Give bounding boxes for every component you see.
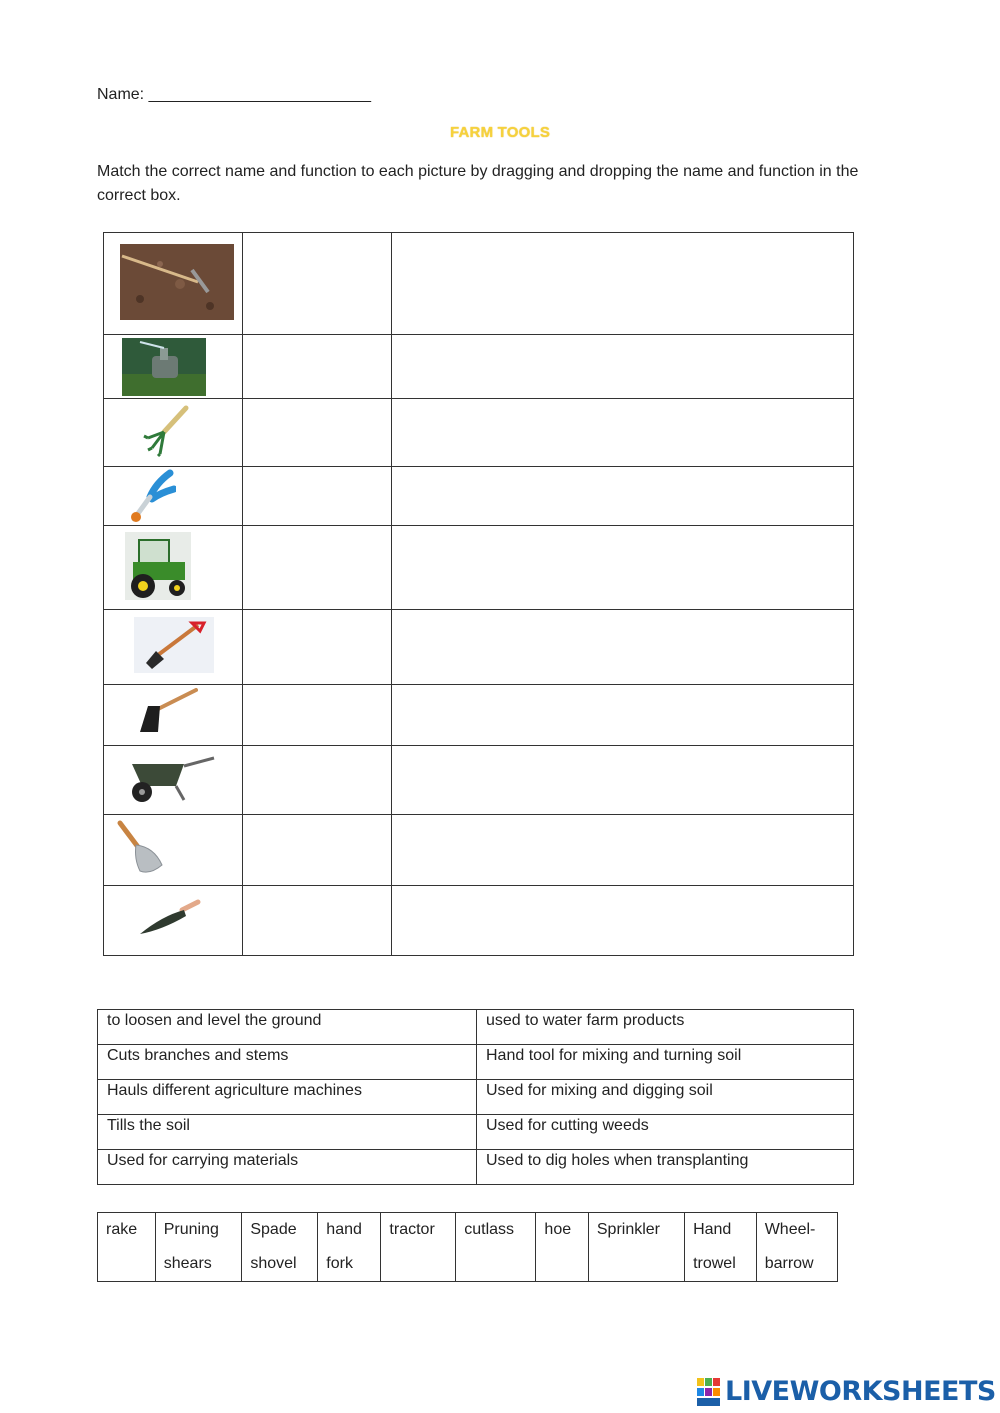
name-field-label: Name: _________________________ (97, 86, 372, 103)
table-row (98, 1115, 854, 1150)
picture-cell (104, 815, 243, 886)
table-row (104, 886, 854, 956)
word-option-sprinkler[interactable]: Sprinkler (588, 1213, 684, 1282)
function-option[interactable]: Tills the soil (98, 1115, 477, 1150)
function-option[interactable]: Used to dig holes when transplanting (477, 1150, 854, 1185)
rake-icon (120, 244, 234, 320)
table-row (104, 335, 854, 399)
instructions: Match the correct name and function to each picture by dragging and dropping the name and function in the correct box. (97, 163, 859, 204)
liveworksheets-logo-icon (697, 1378, 721, 1406)
function-option[interactable]: Cuts branches and stems (98, 1045, 477, 1080)
table-row (104, 233, 854, 335)
picture-cell (104, 526, 243, 610)
table-row (104, 746, 854, 815)
name-drop-zone[interactable] (243, 335, 392, 399)
function-options-table (97, 1009, 854, 1185)
page-title: FARM TOOLS (449, 124, 551, 141)
liveworksheets-logo (697, 1376, 996, 1407)
function-drop-zone[interactable] (392, 815, 854, 886)
name-drop-zone[interactable] (243, 886, 392, 956)
table-row (104, 815, 854, 886)
table-row (98, 1150, 854, 1185)
picture-cell (104, 886, 243, 956)
picture-cell (104, 610, 243, 685)
function-drop-zone[interactable] (392, 233, 854, 335)
name-drop-zone[interactable] (243, 815, 392, 886)
hand-fork-icon (136, 404, 192, 460)
wheelbarrow-icon (126, 752, 216, 808)
word-option-pruning-shears[interactable]: Pruning shears (155, 1213, 242, 1282)
function-drop-zone[interactable] (392, 685, 854, 746)
word-bank-table (97, 1212, 838, 1282)
sprinkler-icon (122, 338, 206, 396)
function-option[interactable]: used to water farm products (477, 1010, 854, 1045)
word-option-cutlass[interactable]: cutlass (456, 1213, 536, 1282)
picture-cell (104, 399, 243, 467)
hand-trowel-icon (114, 819, 170, 877)
name-drop-zone[interactable] (243, 233, 392, 335)
matching-table (103, 232, 854, 956)
function-drop-zone[interactable] (392, 399, 854, 467)
name-drop-zone[interactable] (243, 746, 392, 815)
function-option[interactable]: Hauls different agriculture machines (98, 1080, 477, 1115)
picture-cell (104, 233, 243, 335)
name-drop-zone[interactable] (243, 610, 392, 685)
hoe-icon (134, 688, 198, 738)
function-drop-zone[interactable] (392, 886, 854, 956)
picture-cell (104, 467, 243, 526)
function-option[interactable]: Used for mixing and digging soil (477, 1080, 854, 1115)
word-option-hand-fork[interactable]: hand fork (318, 1213, 381, 1282)
function-option[interactable]: to loosen and level the ground (98, 1010, 477, 1045)
word-option-spade-shovel[interactable]: Spade shovel (242, 1213, 318, 1282)
table-row (98, 1045, 854, 1080)
word-option-wheelbarrow[interactable]: Wheel- barrow (756, 1213, 837, 1282)
table-row (98, 1080, 854, 1115)
pruning-shears-icon (126, 469, 176, 525)
function-drop-zone[interactable] (392, 610, 854, 685)
function-drop-zone[interactable] (392, 467, 854, 526)
table-row (104, 685, 854, 746)
table-row (104, 467, 854, 526)
function-drop-zone[interactable] (392, 746, 854, 815)
function-option[interactable]: Used for carrying materials (98, 1150, 477, 1185)
word-option-tractor[interactable]: tractor (381, 1213, 456, 1282)
table-row (104, 610, 854, 685)
name-drop-zone[interactable] (243, 685, 392, 746)
table-row (104, 399, 854, 467)
name-drop-zone[interactable] (243, 399, 392, 467)
name-drop-zone[interactable] (243, 467, 392, 526)
function-drop-zone[interactable] (392, 335, 854, 399)
word-option-hoe[interactable]: hoe (536, 1213, 588, 1282)
table-row (98, 1213, 838, 1282)
word-option-hand-trowel[interactable]: Hand trowel (685, 1213, 757, 1282)
picture-cell (104, 746, 243, 815)
function-option[interactable]: Used for cutting weeds (477, 1115, 854, 1150)
cutlass-icon (138, 896, 202, 944)
table-row (104, 526, 854, 610)
spade-shovel-icon (134, 617, 214, 673)
tractor-icon (125, 532, 191, 600)
picture-cell (104, 685, 243, 746)
name-drop-zone[interactable] (243, 526, 392, 610)
word-option-rake[interactable]: rake (98, 1213, 156, 1282)
function-drop-zone[interactable] (392, 526, 854, 610)
logo-text: LIVEWORKSHEETS (725, 1376, 996, 1407)
picture-cell (104, 335, 243, 399)
function-option[interactable]: Hand tool for mixing and turning soil (477, 1045, 854, 1080)
table-row (98, 1010, 854, 1045)
